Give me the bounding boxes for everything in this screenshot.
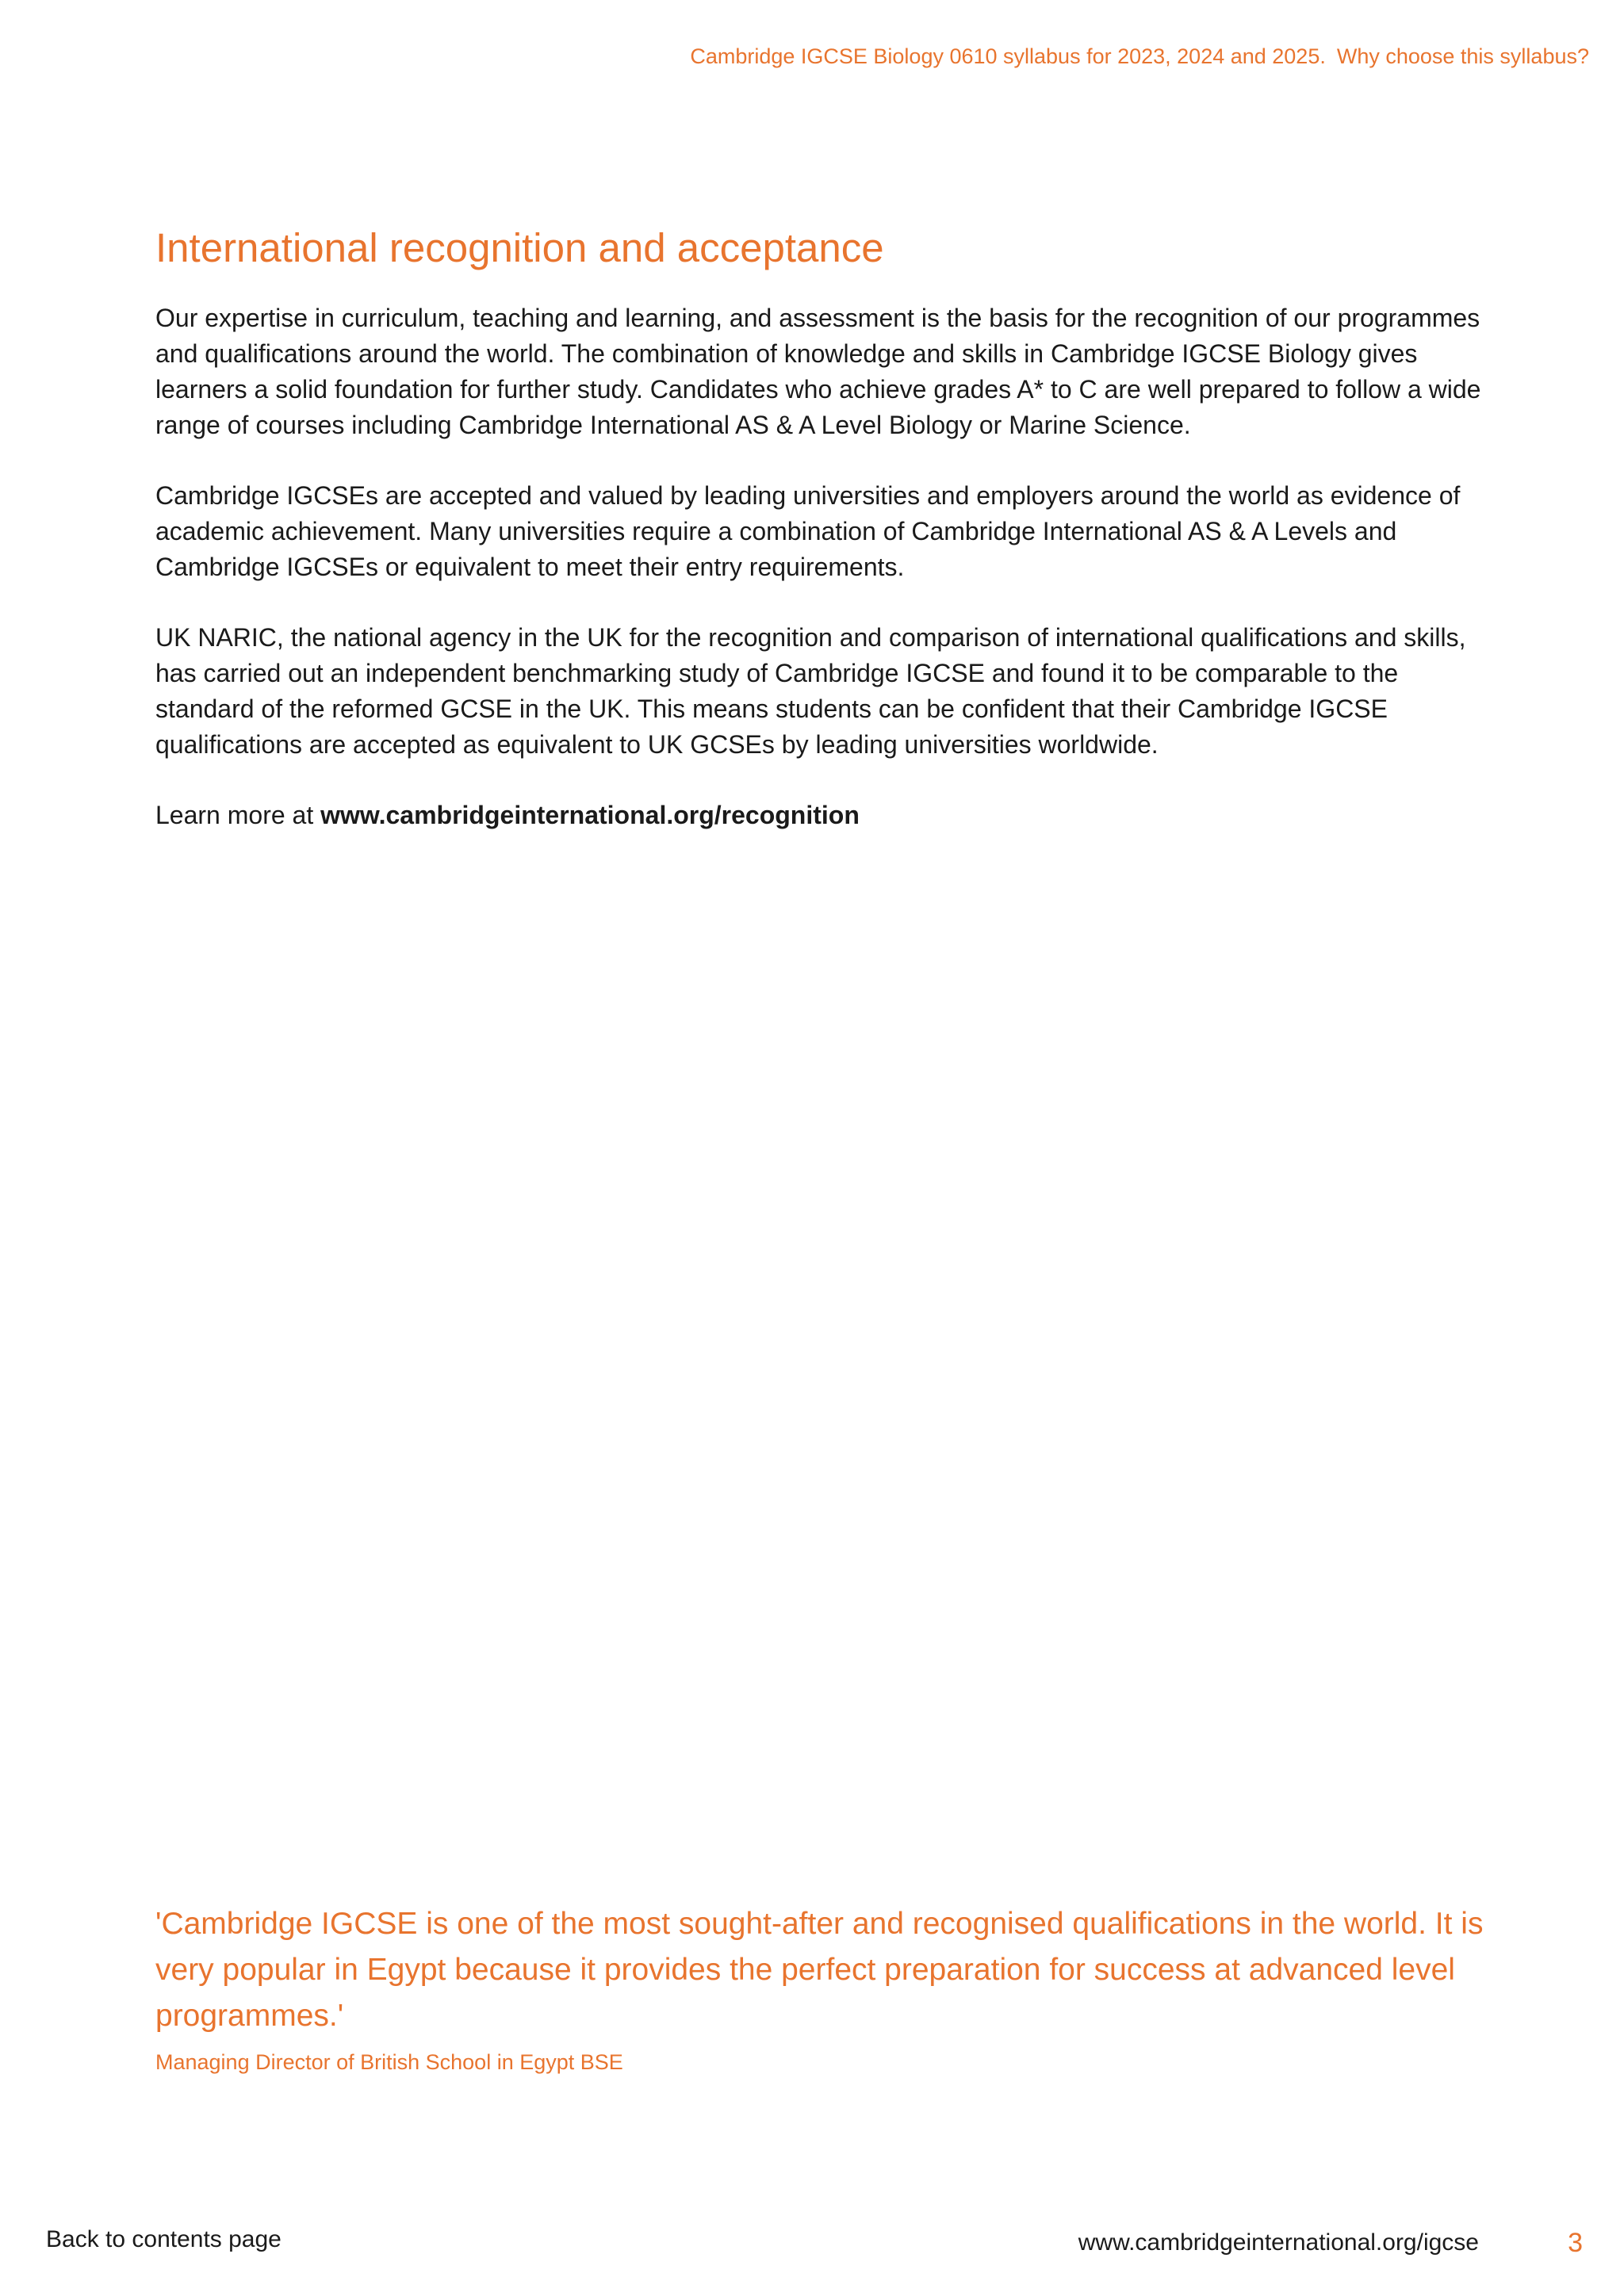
paragraph-acceptance: Cambridge IGCSEs are accepted and valued by leading universities and employers around the world as evidence of academic achievement. Many universities require a combination of Cambridge International AS & A Levels and Cambridge IGCSEs or equivalent to meet their entry requirements.: [155, 481, 1461, 582]
learn-more-prefix: Learn more at: [155, 801, 321, 830]
running-header: [690, 44, 1589, 69]
paragraph-uk-naric: UK NARIC, the national agency in the UK for the recognition and comparison of international qualifications and skills, has carried out an independent benchmarking study of Cambridge IGCSE and found it to be comparable to the standard of the reformed GCSE in the UK. This means students can be confident that their Cambridge IGCSE qualifications are accepted as equivalent to UK GCSEs by leading universities worldwide.: [155, 623, 1466, 760]
paragraph-expertise: Our expertise in curriculum, teaching and learning, and assessment is the basis for the recognition of our programmes and qualifications around the world. The combination of knowledge and skills in Cambridge IGCSE Biology gives learners a solid foundation for further study. Candidates who achieve grades A* to C are well prepared to follow a wide range of courses including Cambridge International AS & A Level Biology or Marine Science.: [155, 304, 1481, 440]
running-header-section: Why choose this syllabus?: [1336, 44, 1589, 68]
main-content: [155, 224, 1488, 868]
running-header-title: Cambridge IGCSE Biology 0610 syllabus for 2023, 2024 and 2025.: [690, 44, 1326, 68]
page-number: 3: [1568, 2228, 1583, 2258]
learn-more-line: [155, 798, 1488, 833]
recognition-link[interactable]: www.cambridgeinternational.org/recognition: [320, 801, 860, 830]
back-to-contents-link[interactable]: Back to contents page: [46, 2226, 282, 2252]
quote-text: 'Cambridge IGCSE is one of the most sought-after and recognised qualifications in the world. It is very popular in Egypt because it provides the perfect preparation for success at advanced level programmes.': [155, 1907, 1484, 2033]
testimonial-quote: [155, 1901, 1496, 2075]
quote-attribution: Managing Director of British School in Egypt BSE: [155, 2050, 623, 2074]
section-title: International recognition and acceptance: [155, 225, 884, 270]
footer-website-link[interactable]: www.cambridgeinternational.org/igcse: [1078, 2229, 1479, 2256]
